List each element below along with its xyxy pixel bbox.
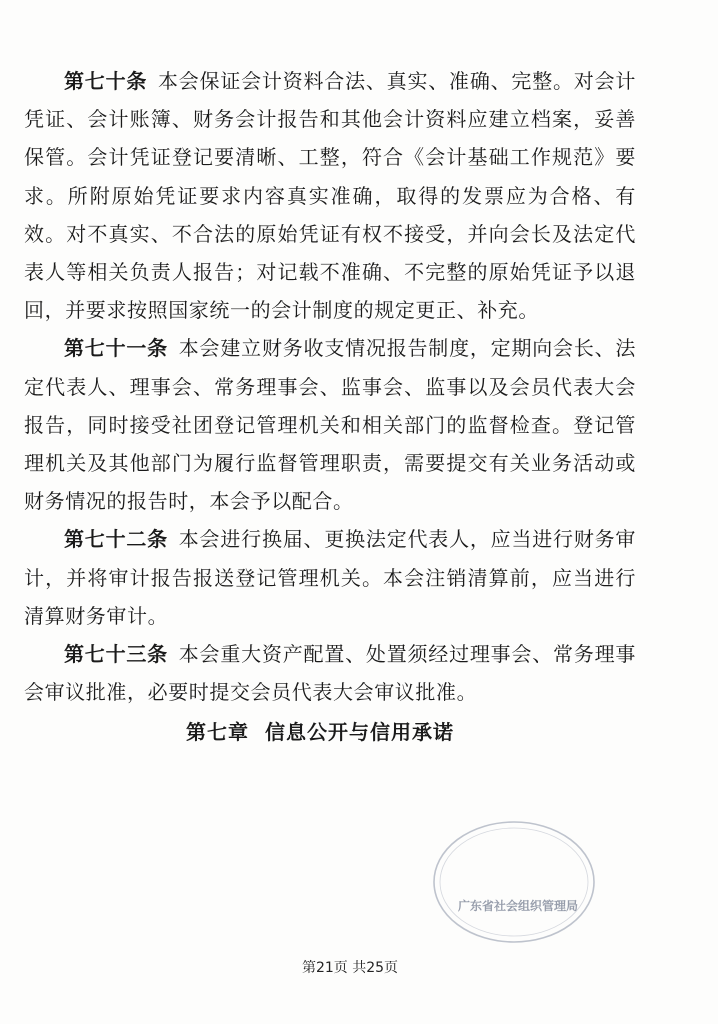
article-list — [24, 62, 636, 711]
article-72 — [24, 520, 636, 635]
article-number: 第七十条 — [64, 69, 148, 93]
article-number: 第七十二条 — [64, 527, 168, 552]
article-number: 第七十一条 — [64, 336, 168, 361]
official-seal-icon — [430, 818, 598, 946]
article-71 — [24, 329, 636, 520]
chapter-heading: 第七章 信息公开与信用承诺 — [186, 720, 454, 744]
article-text: 本会重大资产配置、处置须经过理事会、常务理事会审议批准，必要时提交会员代表大会审议批准。 — [24, 642, 637, 705]
article-73 — [24, 635, 636, 711]
page-number: 第21页 共25页 — [301, 960, 399, 976]
article-70 — [24, 62, 636, 329]
seal-text: 广东省社会组织管理局 — [457, 899, 578, 913]
article-text: 本会保证会计资料合法、真实、准确、完整。对会计凭证、会计账簿、财务会计报告和其他会计资料应建立档案，妥善保管。会计凭证登记要清晰、工整，符合《会计基础工作规范》要求。所附原始凭证要求内容真实准确，取得的发票应为合格、有效。对不真实、不合法的原始凭证有权不接受，并向会长及法定代表人等相关负责人报告；对记载不准确、不完整的原始凭证予以退回，并要求按照国家统一的会计制度的规定更正、补充。 — [24, 69, 636, 323]
article-text: 本会进行换届、更换法定代表人，应当进行财务审计，并将审计报告报送登记管理机关。本会注销清算前，应当进行清算财务审计。 — [24, 527, 637, 628]
article-number: 第七十三条 — [64, 642, 168, 667]
article-text: 本会建立财务收支情况报告制度，定期向会长、法定代表人、理事会、常务理事会、监事会、监事以及会员代表大会报告，同时接受社团登记管理机关和相关部门的监督检查。登记管理机关及其他部门为履行监督管理职责，需要提交有关业务活动或财务情况的报告时，本会予以配合。 — [24, 336, 637, 514]
